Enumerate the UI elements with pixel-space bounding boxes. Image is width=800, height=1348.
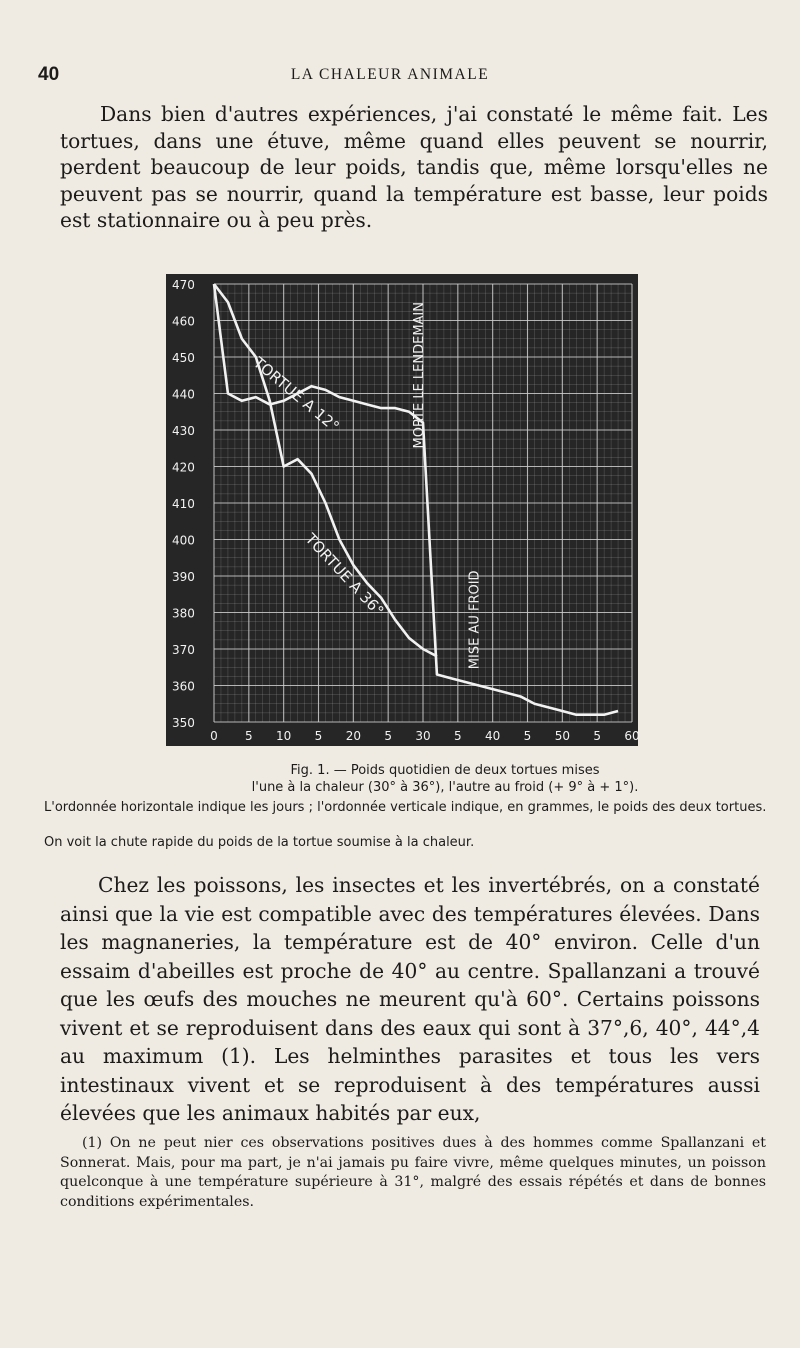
x-tick-label: 5 (454, 729, 462, 743)
y-tick-label: 420 (172, 460, 195, 475)
figure-caption (225, 762, 665, 796)
y-tick-label: 370 (172, 643, 195, 657)
x-tick-label: 10 (276, 729, 292, 743)
y-tick-label: 360 (172, 679, 195, 694)
y-tick-label: 380 (172, 606, 195, 621)
x-tick-label: 5 (245, 729, 253, 743)
figure-1-chart (166, 274, 638, 746)
y-tick-label: 450 (172, 351, 195, 365)
chart-annotation-2: MISE AU FROID (467, 570, 483, 670)
running-title: LA CHALEUR ANIMALE (290, 66, 490, 83)
running-head (38, 64, 742, 88)
x-tick-label: 5 (523, 729, 532, 743)
y-tick-label: 470 (172, 278, 195, 292)
y-tick-label: 440 (172, 387, 195, 402)
y-tick-label: 410 (172, 497, 195, 511)
figure-caption-note-2: On voit la chute rapide du poids de la tortue soumise à la chaleur. (44, 835, 475, 850)
y-tick-label: 430 (172, 424, 195, 438)
x-tick-label: 30 (415, 729, 431, 743)
series-label-tortue-36: TORTUE A 36° (301, 529, 388, 620)
paragraph-2: Chez les poissons, les insectes et les invertébrés, on a constaté ainsi que la vie est compatible avec des températures élevées. Dans les magnaneries, la température est de 40° environ. Celle d'un essaim d'abeilles est proche de 40° au centre. Spallanzani a trouvé que les œufs des mouches ne meurent qu'à 60°. Certains poissons vivent et se reproduisent dans des eaux qui sont à 37°,6, 40°, 44°,4 au maximum (1). Les helminthes parasites et tous les vers intestinaux vivent et se reproduisent à des températures aussi élevées que les animaux habités par eux, (60, 873, 760, 1125)
y-tick-label: 350 (172, 716, 195, 730)
figure-caption-note-1: L'ordonnée horizontale indique les jours ; l'ordonnée verticale indique, en grammes, le poids des deux tortues. (44, 800, 767, 815)
x-tick-label: 5 (384, 729, 392, 743)
figure-caption-line-1: Fig. 1. — Poids quotidien de deux tortues mises (290, 763, 600, 778)
page-number: 40 (38, 64, 60, 85)
footnote-1: (1) On ne peut nier ces observations positives dues à des hommes comme Spallanzani et Sonnerat. Mais, pour ma part, je n'ai jamais pu faire vivre, même quelques minutes, un poisson quelconque à une température supérieure à 31°, malgré des essais répétés et dans de bonnes conditions expérimentales. (60, 1135, 766, 1210)
y-tick-label: 400 (172, 533, 195, 548)
x-tick-label: 50 (554, 729, 570, 743)
figure-caption-line-2: l'une à la chaleur (30° à 36°), l'autre au froid (+ 9° à + 1°). (251, 780, 639, 795)
y-tick-label: 460 (172, 314, 195, 329)
chart-annotation-1: MORTE LE LENDEMAIN (412, 302, 427, 449)
x-tick-label: 0 (210, 729, 218, 743)
x-tick-label: 60 (624, 729, 640, 743)
x-tick-label: 20 (345, 729, 361, 743)
y-tick-label: 390 (172, 570, 195, 584)
weight-chart-svg (166, 274, 638, 746)
paragraph-1: Dans bien d'autres expériences, j'ai constaté le même fait. Les tortues, dans une étuve, même quand elles peuvent se nourrir, perdent beaucoup de leur poids, tandis que, même lorsqu'elles ne peuvent pas se nourrir, quand la température est basse, leur poids est stationnaire ou à peu près. (60, 102, 768, 232)
series-label-tortue-12: TORTUE A 12° (249, 353, 343, 436)
x-tick-label: 5 (314, 729, 323, 743)
x-tick-label: 5 (593, 729, 601, 743)
x-tick-label: 40 (485, 729, 501, 743)
